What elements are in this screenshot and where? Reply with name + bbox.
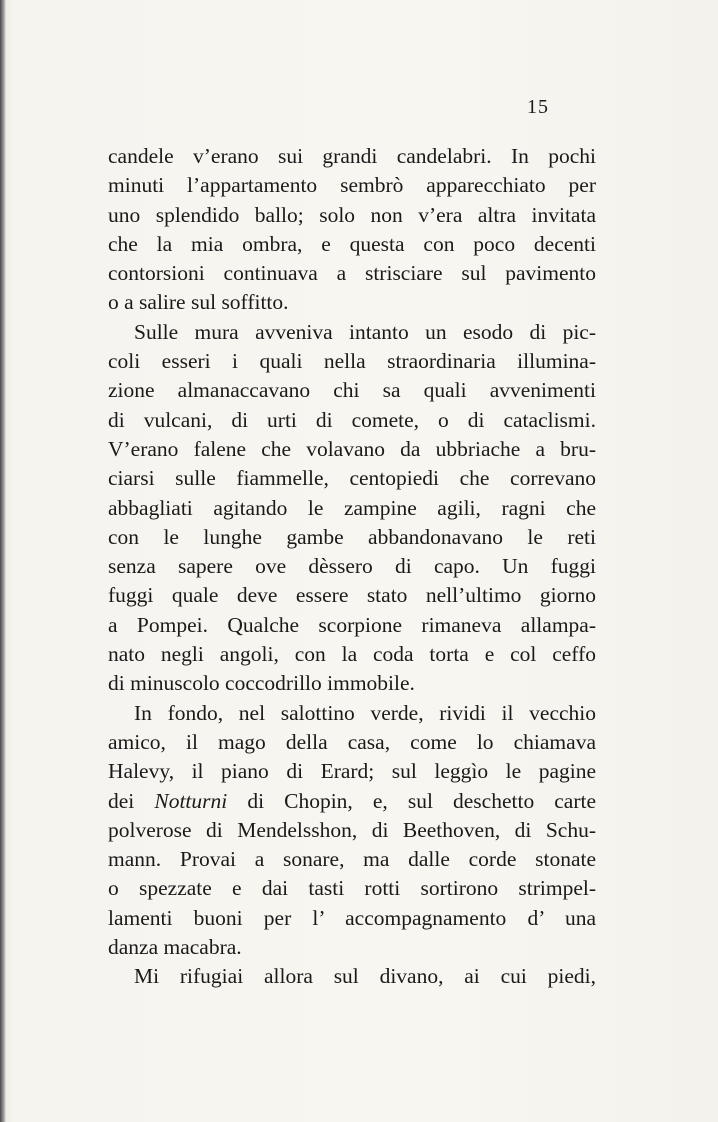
text-line: a Pompei. Qualche scorpione rimaneva allampa- (108, 612, 596, 637)
text-line: con le lunghe gambe abbandonavano le reti (108, 524, 596, 549)
text-line: nato negli angoli, con la coda torta e col ceffo (108, 642, 596, 667)
text-line: danza macabra. (108, 935, 242, 960)
text-line: Halevy, il piano di Erard; sul leggìo le pagine (108, 759, 596, 784)
text-line: polverose di Mendelsshon, di Beethoven, di Schu- (108, 817, 596, 842)
text-line: Mi rifugiai allora sul divano, ai cui piedi, (134, 964, 596, 989)
text-line: contorsioni continuava a strisciare sul pavimento (108, 261, 596, 286)
text-line: uno splendido ballo; solo non v’era altra invitata (108, 202, 596, 227)
italic-title: Notturni (154, 788, 228, 813)
text-line: minuti l’appartamento sembrò apparecchiato per (108, 173, 596, 198)
text-line: mann. Provai a sonare, ma dalle corde stonate (108, 847, 596, 872)
text-fragment: dei (108, 788, 135, 813)
text-line: amico, il mago della casa, come lo chiamava (108, 729, 596, 754)
page-spine-shadow (0, 0, 6, 1122)
text-line: abbagliati agitando le zampine agili, ragni che (108, 495, 596, 520)
text-line: o spezzate e dai tasti rotti sortirono strimpel- (108, 876, 596, 901)
text-line: o a salire sul soffitto. (108, 290, 289, 315)
text-line: Sulle mura avveniva intanto un esodo di pic- (134, 319, 596, 344)
text-line: che la mia ombra, e questa con poco decenti (108, 231, 596, 256)
page-number: 15 (527, 96, 549, 118)
text-line: di minuscolo coccodrillo immobile. (108, 671, 415, 696)
text-line: fuggi quale deve essere stato nell’ultimo giorno (108, 583, 596, 608)
text-line: V’erano falene che volavano da ubbriache a bru- (108, 436, 596, 461)
text-fragment: di Chopin, e, sul deschetto carte (247, 788, 597, 813)
text-line: di vulcani, di urti di comete, o di cataclismi. (108, 407, 596, 432)
text-line: coli esseri i quali nella straordinaria illumina- (108, 349, 596, 374)
text-line: In fondo, nel salottino verde, rividi il vecchio (134, 700, 596, 725)
text-line: candele v’erano sui grandi candelabri. In pochi (108, 144, 596, 168)
text-line-with-italic (108, 787, 596, 816)
text-line: lamenti buoni per l’ accompagnamento d’ una (108, 905, 596, 930)
text-line: ciarsi sulle fiammelle, centopiedi che correvano (108, 466, 596, 491)
body-text (108, 142, 596, 992)
text-line: senza sapere ove dèssero di capo. Un fuggi (108, 554, 596, 579)
text-line: zione almanaccavano chi sa quali avvenimenti (108, 378, 596, 403)
